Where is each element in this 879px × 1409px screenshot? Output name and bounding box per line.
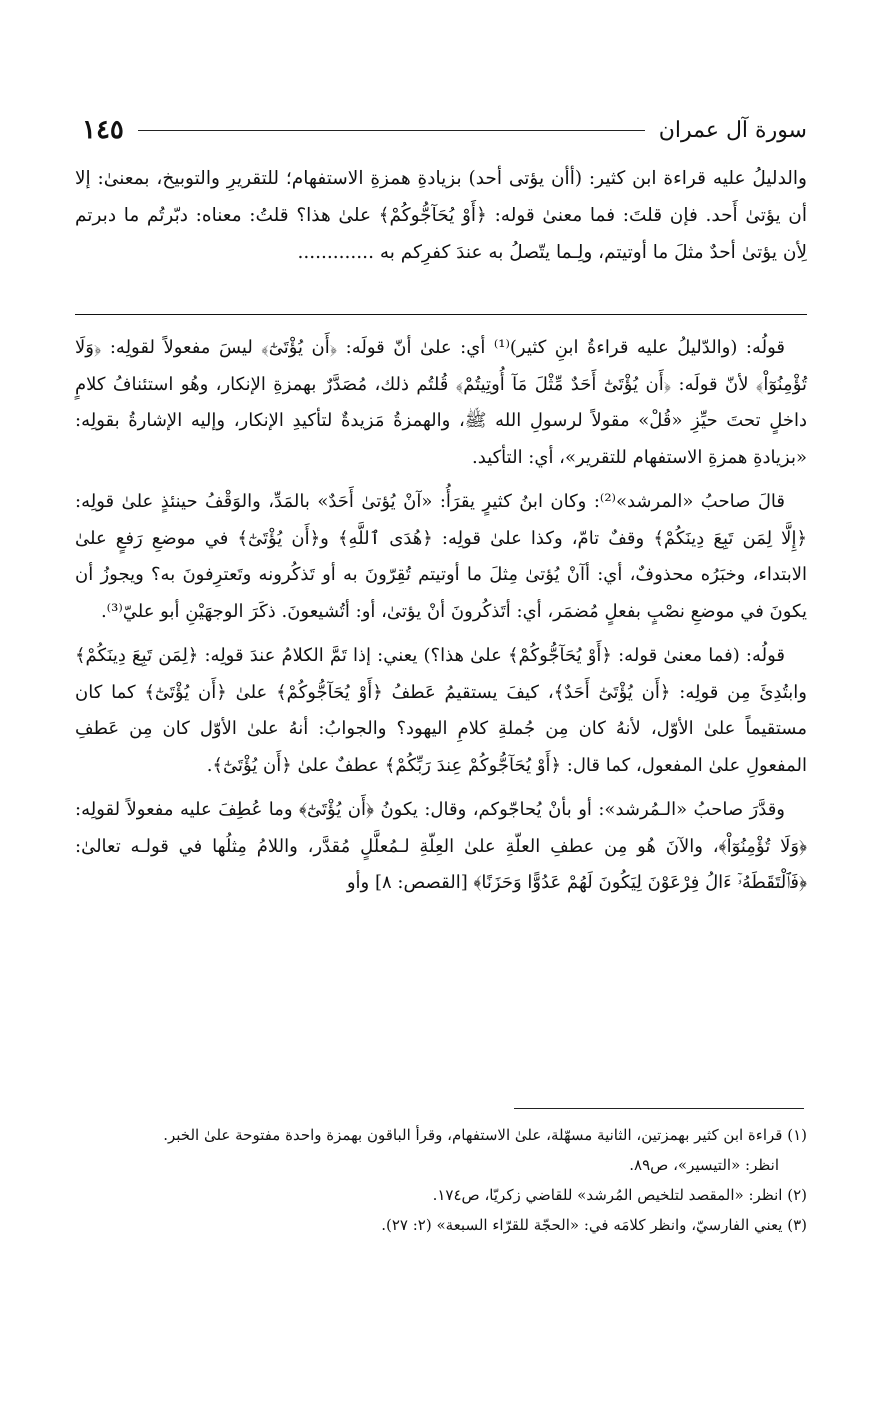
footnote-1: (١) قراءة ابن كثير بهمزتين، الثانية مسهّلة، علىٰ الاستفهام، وقرأ الباقون بهمزة واحدة مفتوحة علىٰ الخبر. bbox=[163, 1126, 807, 1144]
commentary-paragraph-2: قالَ صاحبُ «المرشد»⁽²⁾: وكان ابنُ كثيرٍ يقرَأُ: «آنْ يُؤتىٰ أَحَدٌ» بالمَدِّ، والوَقْفُ حينئذٍ علىٰ قولِه: ﴿إِلَّا لِمَن تَبِعَ دِينَكُمْ﴾ وقفٌ تامّ، وكذا علىٰ قولِه: ﴿هُدَى ٱللَّهِ﴾ و﴿أَن يُؤْتَىٰٓ﴾ في موضعِ رَفعٍ علىٰ الابتداء، وخبَرُه محذوفٌ، أي: أآنْ يُؤتىٰ مِثلَ ما أوتيتم تُقِرّونَ به أو تَذكُرونه وتَعترِفونَ به؟ ويجوزُ أن يكونَ في موضعِ نصْبٍ بفعلٍ مُضمَر، أي: أتَذكُرونَ أنْ يؤتىٰ، أو: أتُشيعونَ. ذكَرَ الوجهَيْنِ أبو عليّ⁽³⁾. bbox=[75, 491, 807, 622]
footnote-1-continuation: انظر: «التيسير»، ص٨٩. bbox=[629, 1156, 779, 1174]
footnote-rule bbox=[514, 1108, 804, 1109]
surah-title: سورة آل عمران bbox=[658, 117, 807, 143]
commentary bbox=[75, 330, 807, 910]
footnote-2: (٢) انظر: «المقصد لتلخيص المُرشد» للقاضي زكريّا، ص١٧٤. bbox=[432, 1186, 807, 1204]
commentary-paragraph-3: قولُه: (فما معنىٰ قوله: ﴿أَوْ يُحَآجُّوكُمْ﴾ علىٰ هذا؟) يعني: إذا تَمَّ الكلامُ عندَ قولِه: ﴿لِمَن تَبِعَ دِينَكُمْ﴾ وابتُدِئَ مِن قولِه: ﴿أَن يُؤْتَىٰٓ أَحَدٌ﴾، كيفَ يستقيمُ عَطفُ ﴿أَوْ يُحَآجُّوكُمْ﴾ علىٰ ﴿أَن يُؤْتَىٰٓ﴾ كما كان مستقيماً علىٰ الأوّل، لأنهُ كان مِن جُملةِ كلامِ اليهود؟ والجوابُ: أنهُ علىٰ الأوّل كان مِن عَطفِ المفعولِ علىٰ المفعول، كما قال: ﴿أَوْ يُحَآجُّوكُمْ عِندَ رَبِّكُمْ﴾ عطفٌ علىٰ ﴿أَن يُؤْتَىٰٓ﴾. bbox=[75, 645, 807, 776]
commentary-paragraph-1: قولُه: (والدّليلُ عليه قراءةُ ابنِ كثير)⁽¹⁾ أي: علىٰ أنّ قولَه: ﴿أَن يُؤْتَىٰٓ﴾ ليسَ مفعولاً لقولِه: ﴿وَلَا تُؤْمِنُوٓاْ﴾ لأنّ قولَه: ﴿أَن يُؤْتَىٰٓ أَحَدٌ مِّثْلَ مَآ أُوتِيتُمْ﴾ قُلتُم ذلك، مُصَدَّرٌ بهمزةِ الإنكار، وهُو استئنافُ كلامٍ داخلٍ تحتَ حيِّزِ «قُلْ» مقولاً لرسولِ الله ﷺ، والهمزةُ مَزيدةٌ لتأكيدِ الإنكار، وإليه الإشارةُ بقولِه: «بزيادةِ همزةِ الاستفهام للتقرير»، أي: التأكيد. bbox=[75, 337, 807, 468]
commentary-paragraph-4: وقدَّرَ صاحبُ «الـمُرشد»: أو بأنْ يُحاجّوكم، وقال: يكونُ ﴿أَن يُؤْتَىٰٓ﴾ وما عُطِفَ عليه مفعولاً لقولِه: ﴿وَلَا تُؤْمِنُوٓاْ﴾، والآنَ هُو مِن عطفِ العلّةِ علىٰ العِلّةِ لـمُعلَّلٍ مُقدَّر، واللامُ مِثلُها في قولـه تعالىٰ: ﴿فَٱلْتَقَطَهُۥٓ ءَالُ فِرْعَوْنَ لِيَكُونَ لَهُمْ عَدُوًّا وَحَزَنًا﴾ [القصص: ٨] وأو bbox=[75, 799, 807, 893]
footnote-3: (٣) يعني الفارسيّ، وانظر كلامَه في: «الحجّة للقرّاء السبعة» (٢: ٢٧). bbox=[381, 1216, 807, 1234]
header-rule bbox=[138, 130, 645, 131]
page-header bbox=[82, 112, 807, 148]
main-text bbox=[75, 160, 807, 271]
section-separator bbox=[75, 314, 807, 315]
page-number: ١٤٥ bbox=[82, 115, 124, 145]
footnotes bbox=[75, 1120, 807, 1240]
main-paragraph: والدليلُ عليه قراءة ابن كثير: (أأن يؤتى أحد) بزيادةِ همزةِ الاستفهام؛ للتقريرِ والتوبيخ، بمعنىٰ: إلا أن يؤتىٰ أَحد. فإن قلتَ: فما معنىٰ قوله: ﴿أَوْ يُحَآجُّوكُمْ﴾ علىٰ هذا؟ قلتُ: معناه: دبّرتُم ما دبرتم لِأن يؤتىٰ أحدٌ مثلَ ما أوتيتم، ولِـما يتّصلُ به عندَ كفرِكم به ............. bbox=[75, 168, 807, 263]
